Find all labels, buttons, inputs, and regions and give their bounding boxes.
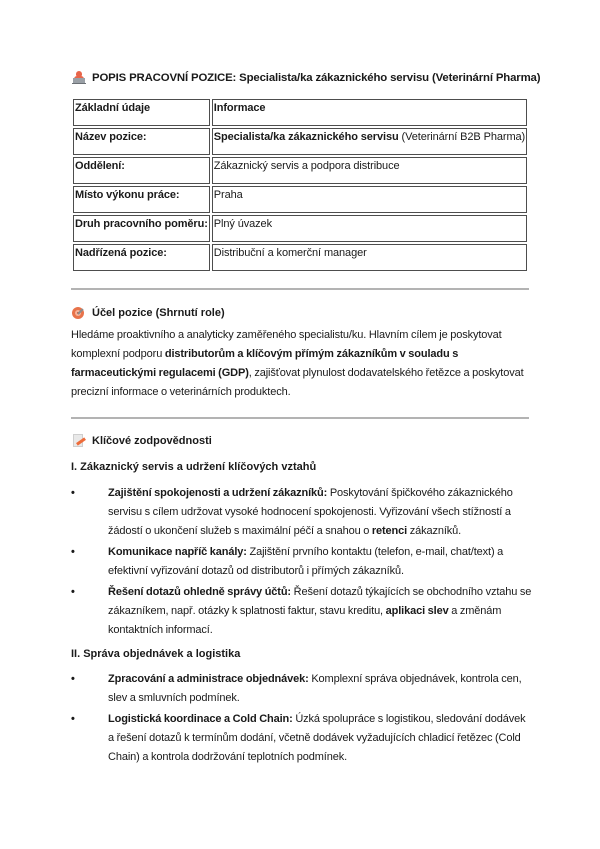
list-item-emphasis: aplikaci slev: [385, 605, 449, 617]
list-item-text: Úzká spolupráce s logistikou, sledování dodávek a řešení dotazů k termínům dodání, včetně dodávek vyžadujících chladicí řetězec (Cold Chain) a kontrola dodržování teplotních podmínek.: [108, 713, 526, 763]
responsibilities-heading-text: Klíčové zodpovědnosti: [92, 434, 212, 447]
bullet-icon: •: [71, 713, 75, 725]
table-header-cell: Základní údaje: [73, 99, 210, 126]
memo-icon: [72, 434, 86, 447]
table-value-cell: Distribuční a komerční manager: [212, 244, 527, 271]
list-item: [71, 543, 534, 581]
position-name: Specialista/ka zákaznického servisu: [213, 131, 399, 143]
section-divider: [71, 417, 529, 419]
subsection-title: II. Správa objednávek a logistika: [71, 648, 241, 660]
subsection-title: I. Zákaznický servis a udržení klíčových vztahů: [71, 461, 317, 473]
target-dart-icon: [72, 306, 86, 319]
list-item-text: Řešení dotazů týkajících se obchodního vztahu se zákazníkem, např. otázky k splatnosti faktur, stavu kreditu,: [108, 586, 532, 617]
list-item: [71, 710, 534, 767]
table-row: [73, 157, 527, 184]
list-item-text: zákazníků.: [407, 525, 462, 537]
table-header-row: [73, 99, 527, 126]
purpose-text: , zajišťovat plynulost dodavatelského řetězce a poskytovat precizní informace o veterinárních produktech.: [71, 367, 524, 398]
table-row: [73, 215, 527, 242]
table-key-cell: Název pozice:: [73, 128, 210, 155]
purpose-heading: [72, 306, 225, 319]
table-row: [73, 128, 527, 155]
bullet-icon: •: [71, 586, 75, 598]
list-item: [71, 583, 534, 640]
list-item-title: Zajištění spokojenosti a udržení zákazníků:: [108, 487, 328, 499]
table-key-cell: Nadřízená pozice:: [73, 244, 210, 271]
purpose-text-bold: distributorům a klíčovým přímým zákazníkům v souladu s farmaceutickými regulacemi (GDP): [71, 348, 459, 379]
table-header-cell: Informace: [212, 99, 527, 126]
job-info-table: [71, 97, 529, 273]
purpose-text: Hledáme proaktivního a analyticky zaměřeného specialistu/ku. Hlavním cílem je poskytovat komplexní podporu: [71, 329, 502, 360]
position-qualifier: (Veterinární B2B Pharma): [398, 131, 526, 143]
office-worker-icon: [72, 71, 86, 84]
responsibilities-heading: [72, 434, 212, 447]
list-item-title: Komunikace napříč kanály:: [108, 546, 247, 558]
section-divider: [71, 288, 529, 290]
list-item-text: Poskytování špičkového zákaznického servisu s cílem udržovat vysoké hodnocení spokojenosti. Vyřizování všech stížností a žádostí o ukončení služeb s maximální péčí a snahou o: [108, 487, 513, 537]
table-row: [73, 186, 527, 213]
list-item-text: Zajištění prvního kontaktu (telefon, e-mail, chat/text) a efektivní vyřizování dotazů od distributorů i přímých zákazníků.: [108, 546, 504, 577]
purpose-heading-text: Účel pozice (Shrnutí role): [92, 306, 225, 319]
table-key-cell: Místo výkonu práce:: [73, 186, 210, 213]
list-item-text: a změnám kontaktních informací.: [108, 605, 502, 636]
page-title: [72, 71, 540, 84]
bullet-icon: •: [71, 546, 75, 558]
purpose-paragraph: [71, 326, 533, 402]
bullet-icon: •: [71, 673, 75, 685]
table-value-cell: [212, 128, 527, 155]
list-item-title: Řešení dotazů ohledně správy účtů:: [108, 586, 291, 598]
table-value-cell: Plný úvazek: [212, 215, 527, 242]
bullet-icon: •: [71, 487, 75, 499]
table-row: [73, 244, 527, 271]
table-key-cell: Oddělení:: [73, 157, 210, 184]
list-item-text: Komplexní správa objednávek, kontrola cen, slev a smluvních podmínek.: [108, 673, 522, 704]
list-item: [71, 484, 534, 541]
table-key-cell: Druh pracovního poměru:: [73, 215, 210, 242]
list-item-emphasis: retenci: [371, 525, 408, 537]
list-item-title: Zpracování a administrace objednávek:: [108, 673, 309, 685]
list-item: [71, 670, 534, 708]
table-value-cell: Zákaznický servis a podpora distribuce: [212, 157, 527, 184]
page-title-text: POPIS PRACOVNÍ POZICE: Specialista/ka zákaznického servisu (Veterinární Pharma): [92, 71, 541, 84]
list-item-title: Logistická koordinace a Cold Chain:: [108, 713, 293, 725]
table-value-cell: Praha: [212, 186, 527, 213]
